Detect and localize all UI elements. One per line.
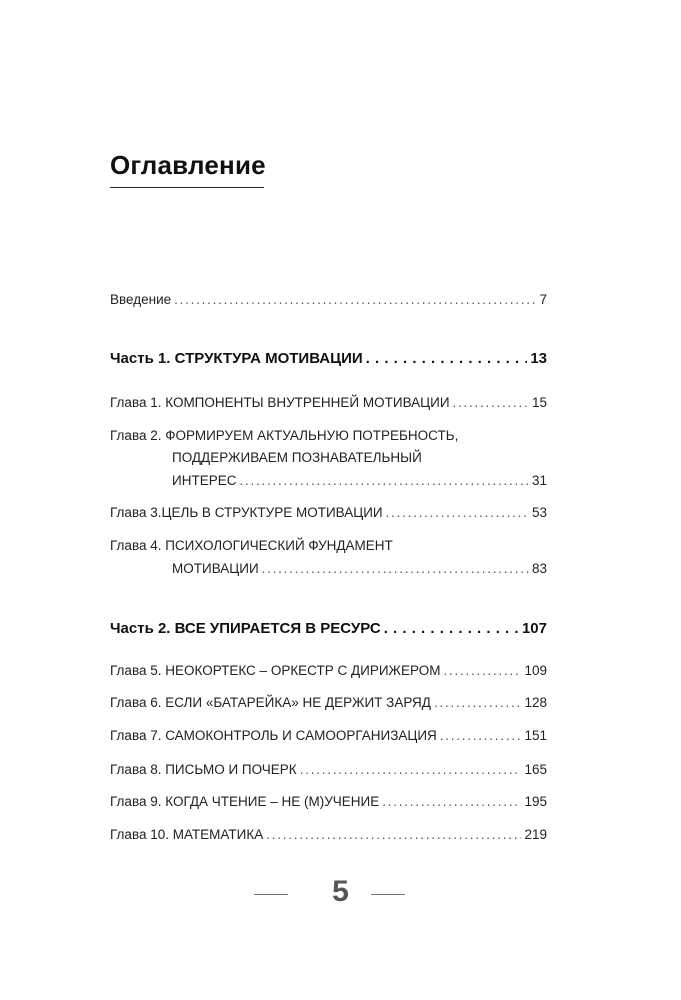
toc-entry-chapter-4-line-1[interactable] <box>110 538 547 553</box>
dot-leader <box>386 505 529 520</box>
toc-entry-label: Глава 1. КОМПОНЕНТЫ ВНУТРЕННЕЙ МОТИВАЦИИ <box>110 395 450 410</box>
toc-entry-label: ИНТЕРЕС <box>172 473 237 488</box>
toc-entry-label: Часть 1. СТРУКТУРА МОТИВАЦИИ <box>110 350 363 367</box>
dot-leader <box>239 473 529 488</box>
title-underline <box>110 187 264 188</box>
dot-leader <box>434 695 522 710</box>
toc-entry-page: 15 <box>531 395 547 410</box>
toc-entry-chapter-2-line-3[interactable] <box>172 473 547 488</box>
toc-entry-chapter-5[interactable] <box>110 663 547 678</box>
toc-entry-label: Введение <box>110 292 172 307</box>
toc-entry-chapter-3[interactable] <box>110 505 547 520</box>
toc-entry-label: МОТИВАЦИИ <box>172 561 259 576</box>
toc-entry-intro[interactable] <box>110 292 547 307</box>
toc-entry-label: Глава 8. ПИСЬМО И ПОЧЕРК <box>110 762 297 777</box>
toc-entry-page: 107 <box>521 620 547 637</box>
dot-leader <box>366 350 528 367</box>
toc-entry-page: 31 <box>531 473 547 488</box>
toc-entry-chapter-6[interactable] <box>110 695 547 710</box>
page-title: Оглавление <box>110 150 266 180</box>
toc-entry-chapter-2-line-2: ПОДДЕРЖИВАЕМ ПОЗНАВАТЕЛЬНЫЙ <box>172 450 422 465</box>
toc-entry-page: 219 <box>524 827 547 842</box>
dot-leader <box>453 395 529 410</box>
toc-entry-page: 151 <box>524 728 547 743</box>
toc-entry-chapter-8[interactable] <box>110 762 547 777</box>
toc-entry-label: Глава 10. МАТЕМАТИКА <box>110 827 264 842</box>
toc-entry-page: 109 <box>524 663 547 678</box>
toc-entry-page: 165 <box>524 762 547 777</box>
dot-leader <box>262 561 529 576</box>
toc-entry-chapter-4-line-2[interactable] <box>172 561 547 576</box>
toc-entry-chapter-2-line-1[interactable] <box>110 428 547 443</box>
page-number: 5 <box>332 875 349 908</box>
toc-entry-page: 13 <box>530 350 547 367</box>
toc-entry-label: Глава 7. САМОКОНТРОЛЬ И САМООРГАНИЗАЦИЯ <box>110 728 437 743</box>
toc-entry-label: Глава 5. НЕОКОРТЕКС – ОРКЕСТР С ДИРИЖЕРОМ <box>110 663 441 678</box>
dot-leader <box>300 762 522 777</box>
dot-leader <box>174 292 536 307</box>
toc-entry-chapter-7[interactable] <box>110 728 547 743</box>
toc-entry-page: 53 <box>531 505 547 520</box>
toc-entry-label: Глава 9. КОГДА ЧТЕНИЕ – НЕ (М)УЧЕНИЕ <box>110 794 380 809</box>
dot-leader <box>384 620 519 637</box>
toc-entry-page: 83 <box>531 561 547 576</box>
dot-leader <box>266 827 521 842</box>
toc-entry-label: Глава 2. ФОРМИРУЕМ АКТУАЛЬНУЮ ПОТРЕБНОСТЬ, <box>110 428 459 443</box>
toc-entry-label: Глава 4. ПСИХОЛОГИЧЕСКИЙ ФУНДАМЕНТ <box>110 538 393 553</box>
toc-entry-label: Глава 3.ЦЕЛЬ В СТРУКТУРЕ МОТИВАЦИИ <box>110 505 383 520</box>
toc-entry-chapter-10[interactable] <box>110 827 547 842</box>
dot-leader <box>382 794 521 809</box>
footer-rule-right <box>371 894 405 895</box>
toc-entry-chapter-1[interactable] <box>110 395 547 410</box>
dot-leader <box>440 728 522 743</box>
toc-entry-label: Часть 2. ВСЕ УПИРАЕТСЯ В РЕСУРС <box>110 620 381 637</box>
toc-entry-part-1[interactable] <box>110 350 547 367</box>
page-footer <box>0 875 681 915</box>
toc-entry-page: 128 <box>524 695 547 710</box>
dot-leader <box>443 663 521 678</box>
toc-entry-part-2[interactable] <box>110 620 547 637</box>
toc-entry-page: 195 <box>524 794 547 809</box>
toc-entry-chapter-9[interactable] <box>110 794 547 809</box>
toc-entry-label: Глава 6. ЕСЛИ «БАТАРЕЙКА» НЕ ДЕРЖИТ ЗАРЯД <box>110 695 431 710</box>
toc-entry-page: 7 <box>539 292 547 307</box>
